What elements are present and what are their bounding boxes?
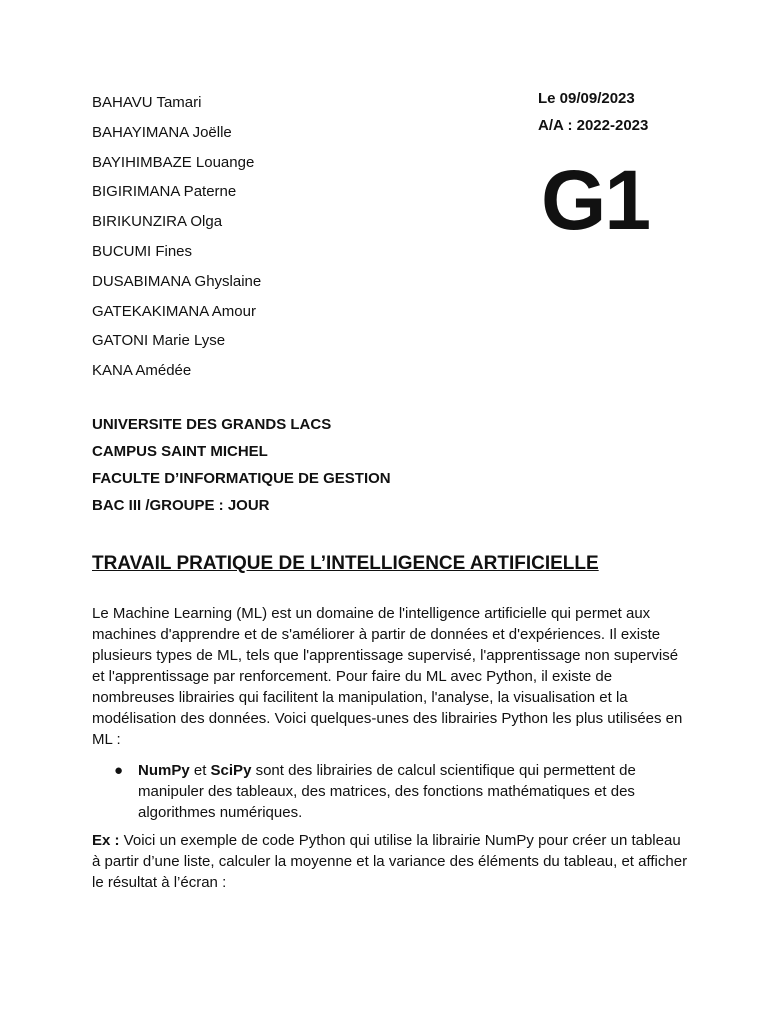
student-name: BAHAYIMANA Joëlle <box>92 123 232 141</box>
connector-text: et <box>189 762 211 779</box>
student-name: DUSABIMANA Ghyslaine <box>92 272 262 290</box>
example-text: Voici un exemple de code Python qui utilise la librairie NumPy pour créer un tableau à partir d’une liste, calculer la moyenne et la variance des éléments du tableau, et afficher le résultat à l’écran : <box>92 832 688 891</box>
group-label: G1 <box>541 153 650 247</box>
example-paragraph <box>92 830 692 893</box>
student-name: KANA Amédée <box>92 362 192 380</box>
student-name: BIRIKUNZIRA Olga <box>92 213 223 231</box>
student-name: BAYIHIMBAZE Louange <box>92 153 255 171</box>
library-description: sont des librairies de calcul scientifique qui permettent de manipuler des tableaux, des matrices, des fonctions mathématiques et des algorithmes numériques. <box>138 762 636 821</box>
student-name: GATEKAKIMANA Amour <box>92 302 256 320</box>
list-item <box>92 760 692 823</box>
bullet-icon: ● <box>114 762 124 779</box>
student-name: BUCUMI Fines <box>92 242 193 260</box>
student-name: BAHAVU Tamari <box>92 94 202 111</box>
library-name-numpy: NumPy <box>138 762 190 779</box>
library-list <box>92 760 692 823</box>
academic-year: A/A : 2022-2023 <box>538 117 649 134</box>
faculty-name: FACULTE D’INFORMATIQUE DE GESTION <box>92 470 391 487</box>
library-name-scipy: SciPy <box>210 762 252 779</box>
student-name: GATONI Marie Lyse <box>92 332 226 350</box>
institution-block <box>92 414 391 522</box>
student-name-list <box>92 92 261 390</box>
document-date: Le 09/09/2023 <box>538 90 635 107</box>
intro-paragraph: Le Machine Learning (ML) est un domaine de l'intelligence artificielle qui permet aux machines d'apprendre et de s'améliorer à partir de données et d'expériences. Il existe plusieurs types de ML, tels que l'apprentissage supervisé, l'apprentissage non supervisé et l'apprentissage par renforcement. Pour faire du ML avec Python, il existe de nombreuses librairies qui facilitent la manipulation, l'analyse, la visualisation et la modélisation des données. Voici quelques-unes des librairies Python les plus utilisées en ML : <box>92 605 683 748</box>
class-group: BAC III /GROUPE : JOUR <box>92 497 270 514</box>
student-name: BIGIRIMANA Paterne <box>92 183 237 201</box>
university-name: UNIVERSITE DES GRANDS LACS <box>92 416 332 433</box>
document-title: TRAVAIL PRATIQUE DE L’INTELLIGENCE ARTIFICIELLE <box>92 553 599 574</box>
campus-name: CAMPUS SAINT MICHEL <box>92 443 268 460</box>
example-label: Ex : <box>92 832 120 849</box>
